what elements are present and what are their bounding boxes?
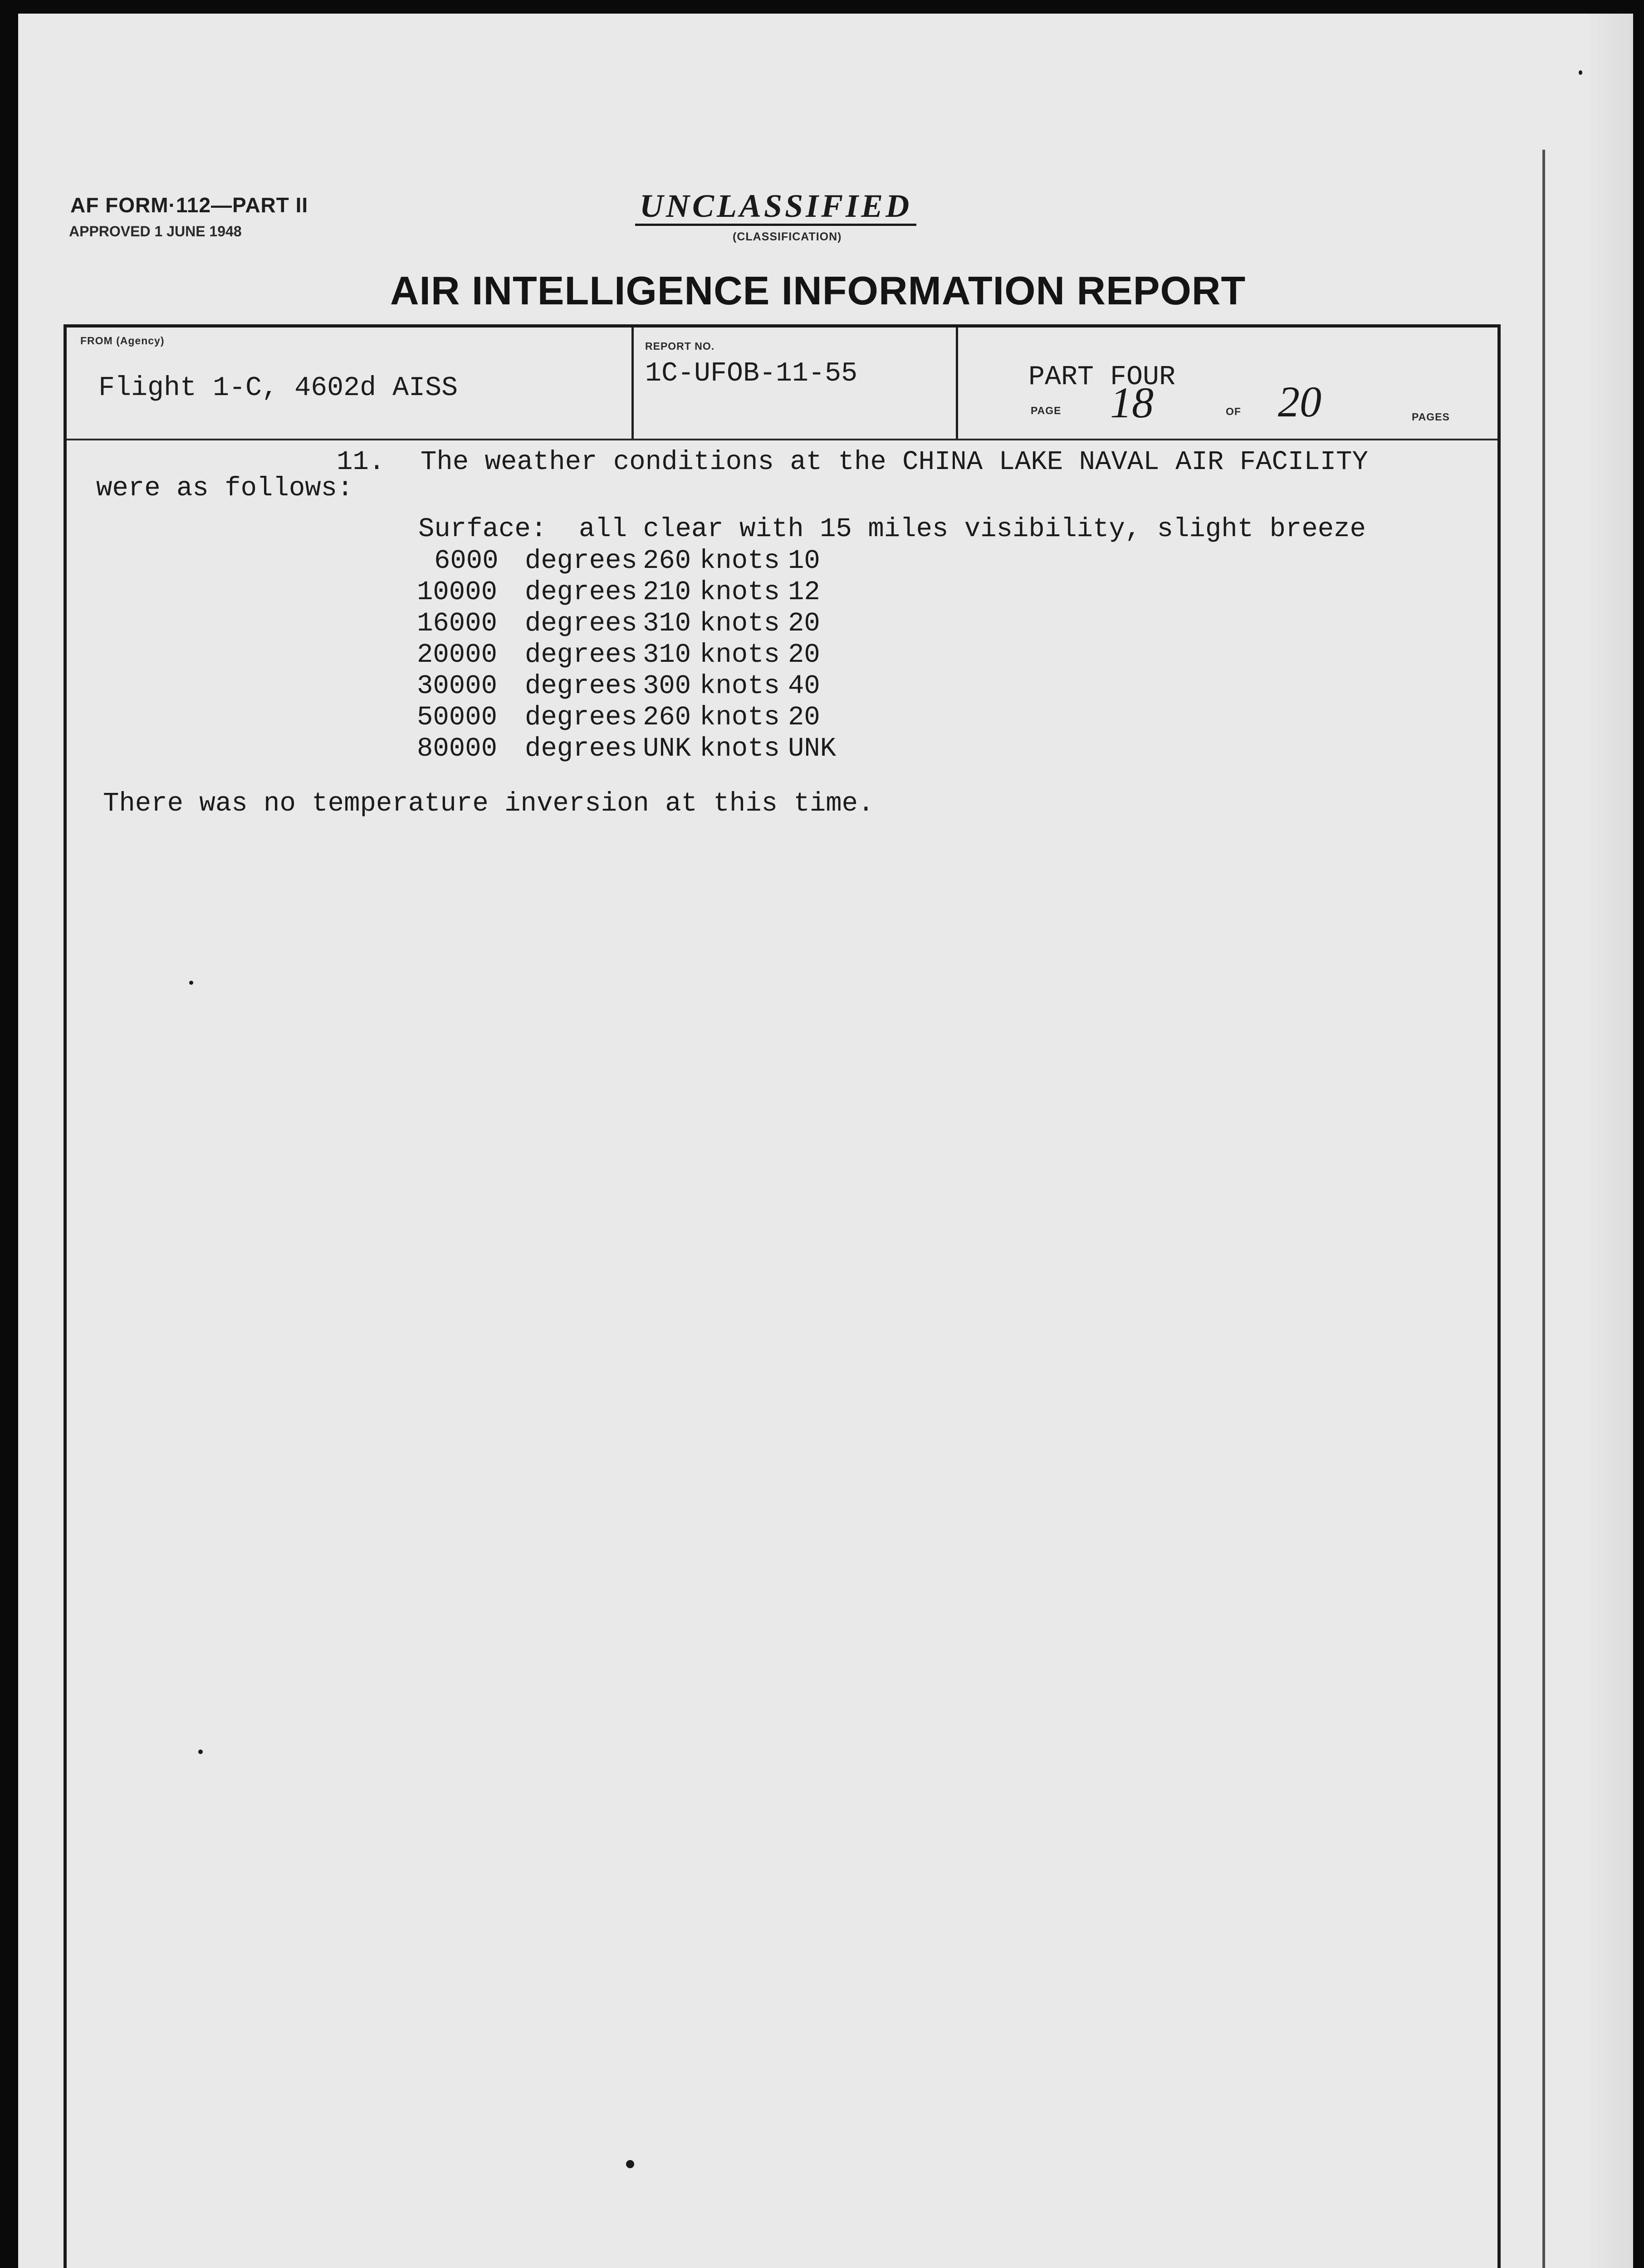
wind-degrees: 300 (643, 671, 691, 701)
wind-knots: UNK (788, 733, 837, 764)
part-label: PART FOUR (1028, 362, 1176, 393)
report-title: AIR INTELLIGENCE INFORMATION REPORT (390, 268, 1246, 313)
wind-altitude: 6000 (434, 546, 499, 576)
closing-remark: There was no temperature inversion at this time. (103, 788, 874, 819)
wind-knots-label: knots (700, 608, 780, 639)
scan-speck (189, 981, 193, 985)
wind-degrees-label: degrees (525, 733, 637, 764)
wind-degrees: 260 (643, 702, 691, 733)
scan-speck (198, 1750, 203, 1754)
scan-speck (1579, 70, 1582, 75)
wind-degrees: 310 (643, 608, 691, 639)
document-page (18, 14, 1633, 2268)
report-form-frame (64, 324, 1501, 2268)
wind-knots-label: knots (700, 577, 780, 607)
page-number: 18 (1110, 378, 1154, 427)
paragraph-number: 11. (337, 447, 385, 477)
wind-knots: 20 (788, 608, 820, 639)
classification-stamp-top: UNCLASSIFIED (635, 188, 916, 226)
wind-degrees: UNK (643, 733, 691, 764)
wind-degrees-label: degrees (525, 671, 637, 701)
form-identifier: AF FORM·112—PART II (70, 193, 308, 217)
classification-label-top: (CLASSIFICATION) (733, 230, 842, 243)
wind-altitude: 50000 (417, 702, 498, 733)
total-pages: 20 (1278, 377, 1321, 426)
wind-altitude: 80000 (417, 733, 498, 764)
wind-knots-label: knots (700, 702, 780, 733)
wind-degrees: 260 (643, 546, 691, 576)
header-row-divider (67, 439, 1497, 440)
header-divider-2 (956, 327, 958, 439)
wind-altitude: 16000 (417, 608, 498, 639)
wind-degrees: 210 (643, 577, 691, 607)
wind-degrees-label: degrees (525, 546, 637, 576)
wind-knots-label: knots (700, 733, 780, 764)
wind-degrees-label: degrees (525, 702, 637, 733)
wind-degrees-label: degrees (525, 577, 637, 607)
wind-knots: 20 (788, 702, 820, 733)
wind-knots-label: knots (700, 640, 780, 670)
from-label: FROM (Agency) (80, 335, 165, 347)
paragraph-line-1: The weather conditions at the CHINA LAKE NAVAL AIR FACILITY (421, 447, 1368, 477)
wind-knots: 40 (788, 671, 820, 701)
page-fold-line (1542, 150, 1545, 2268)
wind-degrees-label: degrees (525, 640, 637, 670)
report-no-value: 1C-UFOB-11-55 (645, 358, 858, 389)
wind-knots-label: knots (700, 546, 780, 576)
wind-altitude: 20000 (417, 640, 498, 670)
surface-conditions: Surface: all clear with 15 miles visibility, slight breeze (418, 514, 1366, 544)
of-label: OF (1226, 406, 1241, 417)
pages-label: PAGES (1412, 411, 1450, 423)
wind-altitude: 30000 (417, 671, 498, 701)
paragraph-line-2: were as follows: (96, 473, 353, 503)
wind-degrees: 310 (643, 640, 691, 670)
from-value: Flight 1-C, 4602d AISS (98, 373, 458, 404)
wind-knots-label: knots (700, 671, 780, 701)
page-label: PAGE (1031, 405, 1062, 416)
wind-knots: 12 (788, 577, 820, 607)
wind-knots: 10 (788, 546, 820, 576)
page-edge-shadow (1583, 14, 1633, 2268)
wind-knots: 20 (788, 640, 820, 670)
header-divider-1 (631, 327, 634, 439)
wind-degrees-label: degrees (525, 608, 637, 639)
scan-speck (626, 2160, 634, 2168)
form-approval-date: APPROVED 1 JUNE 1948 (69, 223, 242, 240)
report-no-label: REPORT NO. (645, 340, 715, 352)
wind-altitude: 10000 (417, 577, 498, 607)
